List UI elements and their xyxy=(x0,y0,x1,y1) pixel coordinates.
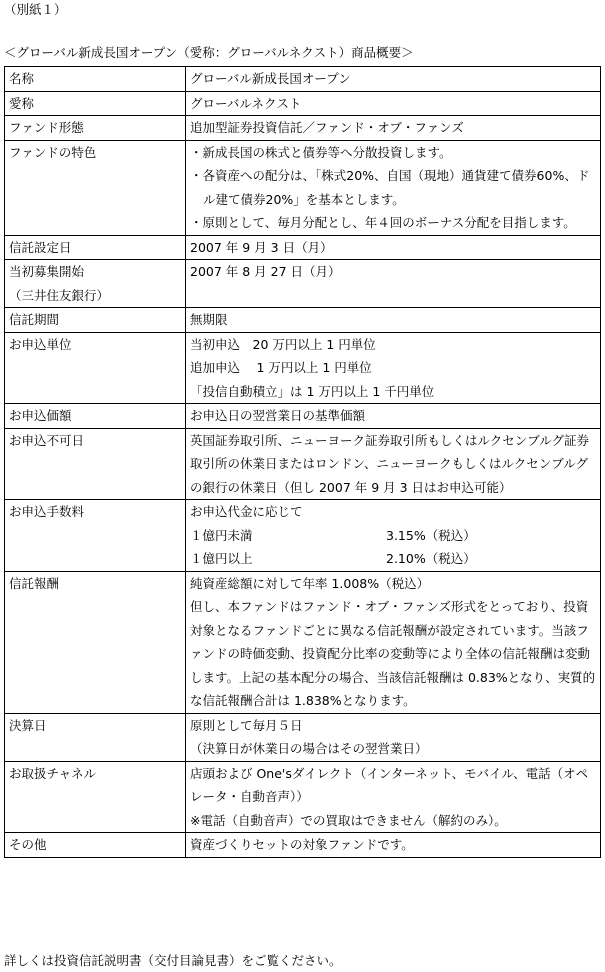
row-value-nickname: グローバルネクスト xyxy=(186,91,601,116)
table-row xyxy=(5,404,601,429)
row-label-purchase-fee: お申込手数料 xyxy=(5,500,186,572)
feature-bullet: ・新成長国の株式と債券等へ分散投資します。 xyxy=(190,144,452,160)
row-label-other: その他 xyxy=(5,833,186,858)
table-row xyxy=(5,260,601,308)
row-label-fund-type: ファンド形態 xyxy=(5,116,186,141)
table-row xyxy=(5,235,601,260)
row-label-name: 名称 xyxy=(5,67,186,92)
value-line: ※電話（自動音声）での買取はできません（解約のみ）。 xyxy=(190,812,507,828)
value-line: 但し、本ファンドはファンド・オブ・ファンズ形式をとっており、投資対象となるファンドごとに異なる信託報酬が設定されています。当該ファンドの時価変動、投資配分比率の変動等により全体の信託報酬は変動します。上記の基本配分の場合、当該信託報酬は 0.83%となり、実質的な信託報酬合計は 1.838%となります。 xyxy=(190,599,596,708)
row-value-trust-fee xyxy=(186,571,601,713)
fee-tier-rate: 2.10%（税込） xyxy=(386,551,476,566)
row-label-sub: （三井住友銀行） xyxy=(9,287,110,303)
fee-tier-rate: 3.15%（税込） xyxy=(386,527,476,543)
fee-tier-label: １億円以上 xyxy=(190,551,253,566)
fee-tier-label: １億円未満 xyxy=(190,527,253,543)
table-row xyxy=(5,67,601,92)
table-row xyxy=(5,428,601,500)
row-value-purchase-fee xyxy=(186,500,601,572)
table-row xyxy=(5,713,601,761)
fee-tier xyxy=(190,547,596,571)
row-value-settlement-date xyxy=(186,713,601,761)
feature-bullet: ・原則として、毎月分配とし、年４回のボーナス分配を目指します。 xyxy=(190,215,576,230)
row-value-trust-period: 無期限 xyxy=(186,308,601,333)
fee-tier xyxy=(190,524,596,548)
value-line: 「投信自動積立」は 1 万円以上 1 千円単位 xyxy=(190,383,435,399)
product-overview-table xyxy=(4,66,601,858)
row-value-name: グローバル新成長国オープン xyxy=(186,67,601,92)
document-title: ＜グローバル新成長国オープン（愛称：グローバルネクスト）商品概要＞ xyxy=(4,45,414,60)
value-line: （決算日が休業日の場合はその翌営業日） xyxy=(190,741,428,756)
row-label-purchase-unit: お申込単位 xyxy=(5,332,186,404)
table-row xyxy=(5,140,601,235)
row-label-trust-period: 信託期間 xyxy=(5,308,186,333)
row-value-setup-date: 2007 年 9 月 3 日（月） xyxy=(186,235,601,260)
row-label-purchase-price: お申込価額 xyxy=(5,404,186,429)
value-line: 追加申込 1 万円以上 1 円単位 xyxy=(190,360,372,375)
table-row xyxy=(5,332,601,404)
row-value-purchase-price: お申込日の翌営業日の基準価額 xyxy=(186,404,601,429)
footnote: 詳しくは投資信託説明書（交付目論見書）をご覧ください。 xyxy=(4,953,342,968)
row-label-channels: お取扱チャネル xyxy=(5,761,186,833)
row-label-trust-fee: 信託報酬 xyxy=(5,571,186,713)
feature-bullet: ・各資産への配分は、「株式20%、自国（現地）通貨建て債券60%、ドル建て債券20%」を基本とします。 xyxy=(190,168,590,207)
table-row xyxy=(5,500,601,572)
table-row xyxy=(5,571,601,713)
row-label-non-purchase-days: お申込不可日 xyxy=(5,428,186,500)
value-line: 店頭および One'sダイレクト（インターネット、モバイル、電話（オペレータ・自動音声）） xyxy=(190,765,589,804)
table-row xyxy=(5,308,601,333)
row-value-purchase-unit xyxy=(186,332,601,404)
row-label-initial-offering: 当初募集開始 （三井住友銀行） xyxy=(5,260,186,308)
fee-intro: お申込代金に応じて xyxy=(190,504,303,519)
row-label-nickname: 愛称 xyxy=(5,91,186,116)
row-value-other: 資産づくりセットの対象ファンドです。 xyxy=(186,833,601,858)
value-line: 原則として毎月５日 xyxy=(190,717,303,733)
row-value-channels xyxy=(186,761,601,833)
row-value-initial-offering: 2007 年 8 月 27 日（月） xyxy=(186,260,601,308)
row-label-setup-date: 信託設定日 xyxy=(5,235,186,260)
annex-label: （別紙１） xyxy=(4,2,67,17)
value-line: 純資産総額に対して年率 1.008%（税込） xyxy=(190,575,430,591)
table-row xyxy=(5,833,601,858)
row-label-settlement-date: 決算日 xyxy=(5,713,186,761)
row-value-non-purchase-days: 英国証券取引所、ニューヨーク証券取引所もしくはルクセンブルグ証券取引所の休業日またはロンドン、ニューヨークもしくはルクセンブルグの銀行の休業日（但し 2007 年 9 月 3 日はお申込可能） xyxy=(186,428,601,500)
table-row xyxy=(5,761,601,833)
row-label-features: ファンドの特色 xyxy=(5,140,186,235)
value-line: 当初申込 20 万円以上 1 円単位 xyxy=(190,336,376,352)
row-value-fund-type: 追加型証券投資信託／ファンド・オブ・ファンズ xyxy=(186,116,601,141)
table-row xyxy=(5,116,601,141)
table-row xyxy=(5,91,601,116)
row-value-features xyxy=(186,140,601,235)
